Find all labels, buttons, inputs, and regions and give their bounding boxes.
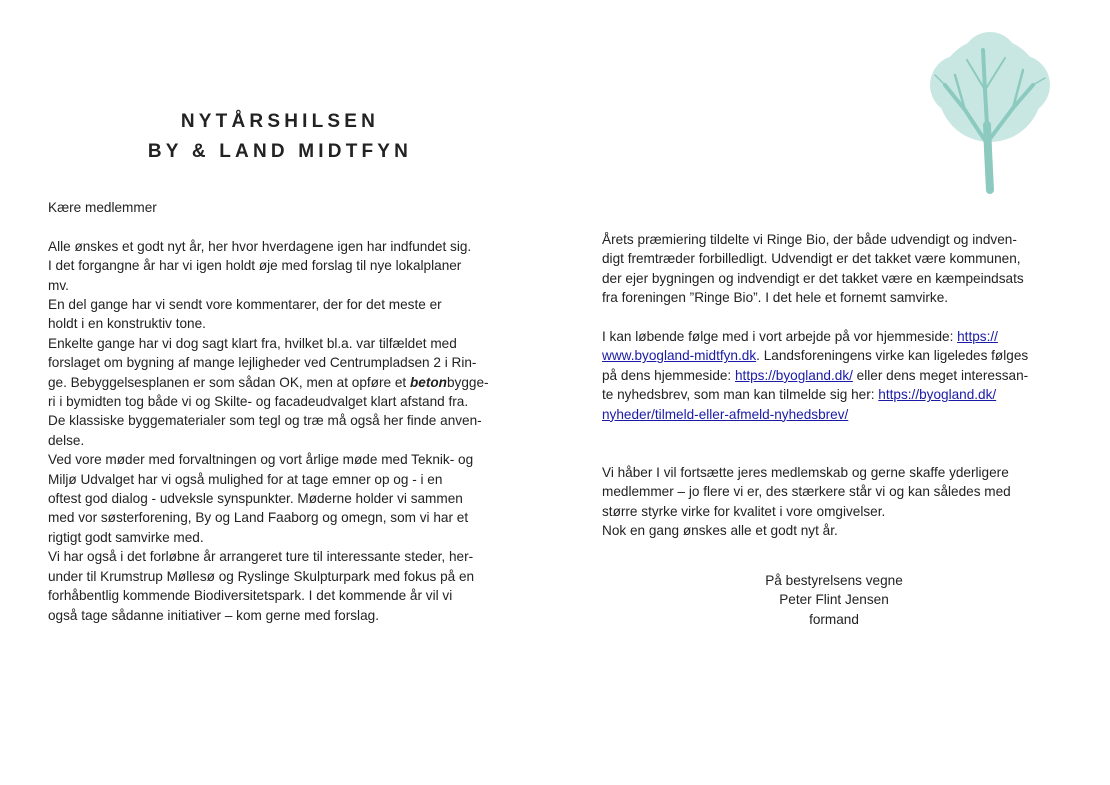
left-column (48, 198, 518, 625)
text-line: delse. (48, 432, 85, 448)
text-line: Vi håber I vil fortsætte jeres medlemskab og gerne skaffe yderligere (602, 464, 1009, 480)
signature-line-1: På bestyrelsens vegne (765, 573, 903, 588)
text-line: Årets præmiering tildelte vi Ringe Bio, der både udvendigt og indven- (602, 232, 1017, 247)
text-line: der ejer bygningen og indvendigt er det takket være en kæmpeindsats (602, 270, 1024, 286)
greeting: Kære medlemmer (48, 200, 157, 215)
text-line: med vor søsterforening, By og Land Faaborg og omegn, som vi har et (48, 510, 469, 526)
text-line: Nok en gang ønskes alle et godt nyt år. (602, 523, 838, 539)
newsletter-link-part-2[interactable]: nyheder/tilmeld-eller-afmeld-nyhedsbrev/ (602, 406, 849, 422)
text-line: større styrke virke for kvalitet i vore omgivelser. (602, 503, 886, 519)
text-line (602, 327, 1072, 346)
text-line: medlemmer – jo flere vi er, des stærkere står vi og kan således med (602, 484, 1011, 500)
text-line (602, 385, 1072, 404)
text-line: oftest god dialog - udveksle synspunkter. Møderne holder vi sammen (48, 491, 463, 507)
text-line: Vi har også i det forløbne år arrangeret ture til interessante steder, her- (48, 549, 474, 565)
text-line (48, 373, 518, 392)
text-line: De klassiske byggematerialer som tegl og træ må også her finde anven- (48, 413, 482, 429)
text-line: Alle ønskes et godt nyt år, her hvor hverdagene igen har indfundet sig. (48, 238, 472, 254)
text-line: En del gange har vi sendt vore kommentarer, der for det meste er (48, 297, 442, 313)
newsletter-link-part-1[interactable]: https://byogland.dk/ (878, 387, 997, 403)
text-line: forhåbentlig kommende Biodiversitetspark. I det kommende år vil vi (48, 588, 453, 604)
text-line: fra foreningen ”Ringe Bio”. I det hele et fornemt samvirke. (602, 290, 949, 306)
text-line: også tage sådanne initiativer – kom gerne med forslag. (48, 607, 379, 623)
homepage-link-part-1[interactable]: https:// (957, 329, 998, 345)
title-line-1: NYTÅRSHILSEN (180, 111, 380, 132)
text-line: under til Krumstrup Møllesø og Ryslinge Skulpturpark med fokus på en (48, 568, 475, 584)
text-line: holdt i en konstruktiv tone. (48, 316, 206, 332)
title-line-2: BY & LAND MIDTFYN (147, 141, 413, 162)
text-line: Miljø Udvalget har vi også mulighed for at tage emner op og - i en (48, 471, 443, 487)
text-line: mv. (48, 277, 69, 293)
emphasis-beton: beton (409, 374, 447, 390)
tree-icon (925, 30, 1055, 195)
signature-role: formand (809, 611, 859, 627)
text-segment: te nyhedsbrev, som man kan tilmelde sig her: (602, 387, 879, 403)
text-line (602, 366, 1072, 385)
signature-name: Peter Flint Jensen (779, 592, 889, 608)
homepage-link-part-2[interactable]: www.byogland-midtfyn.dk (602, 348, 757, 364)
text-line (602, 346, 1072, 365)
text-line: Enkelte gange har vi dog sagt klart fra, hvilket bl.a. var tilfældet med (48, 335, 457, 351)
text-segment: . Landsforeningens virke kan ligeledes følges (756, 348, 1029, 364)
text-segment: bygge- (446, 374, 489, 390)
text-segment: på dens hjemmeside: (602, 367, 735, 383)
text-line: ri i bymidten tog både vi og Skilte- og facadeudvalget klart afstand fra. (48, 394, 469, 410)
text-line: digt fremtræder forbilledligt. Udvendigt er det takket være kommunen, (602, 251, 1021, 267)
right-column (602, 230, 1072, 540)
text-segment: ge. Bebyggelsesplanen er som sådan OK, men at opføre et (48, 374, 410, 390)
text-line: forslaget om bygning af mange lejligheder ved Centrumpladsen 2 i Rin- (48, 355, 477, 371)
signature (734, 571, 934, 629)
text-line (602, 405, 1072, 424)
text-segment: I kan løbende følge med i vort arbejde på vor hjemmeside: (602, 329, 958, 345)
national-site-link[interactable]: https://byogland.dk/ (735, 367, 853, 383)
text-line: Ved vore møder med forvaltningen og vort årlige møde med Teknik- og (48, 452, 474, 468)
text-segment: eller dens meget interessan- (852, 367, 1029, 383)
text-line: rigtigt godt samvirke med. (48, 529, 204, 545)
text-line: I det forgangne år har vi igen holdt øje med forslag til nye lokalplaner (48, 258, 462, 274)
